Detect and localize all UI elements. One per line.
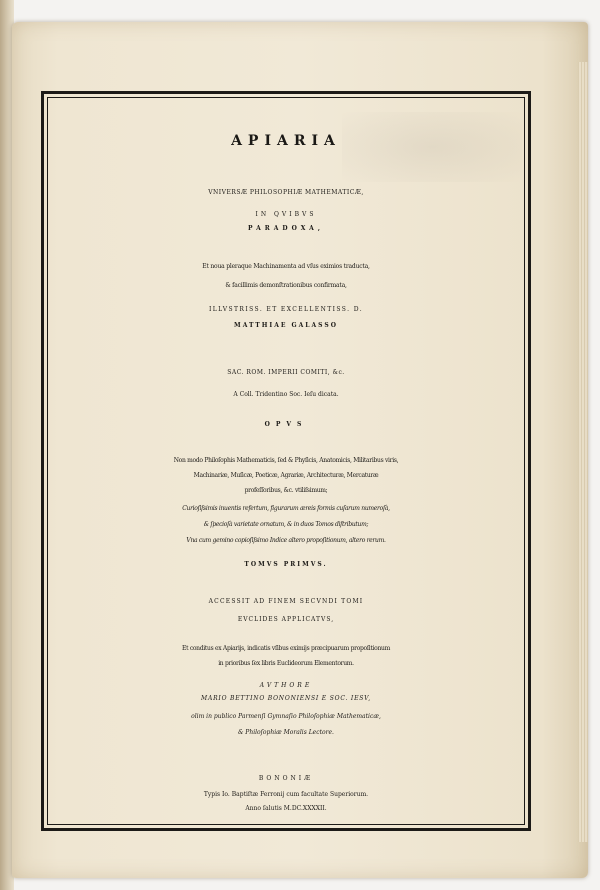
printed-border-frame xyxy=(41,91,531,831)
italic-line-3: Vna cum gemino copioſiſsimo Indice altero propoſitionum, altero rerum. xyxy=(186,537,386,544)
author-name: MARIO BETTINO BONONIENSI E SOC. IESV, xyxy=(201,695,371,702)
opus-line-1: Non modo Philoſophis Mathematicis, ſed & Phyſicis, Anatomicis, Militaribus viris, xyxy=(173,457,399,464)
title-page xyxy=(12,22,588,878)
opus-line-2: Machinariæ, Muſicæ, Poeticæ, Agrariæ, Architecturæ, Mercaturæ xyxy=(193,472,379,479)
description-line-1: Et noua pleraque Machinamenta ad vſus eximios traducta, xyxy=(202,263,370,270)
book-title: APIARIA xyxy=(231,133,341,149)
imprint-year: Anno ſalutis M.DC.XXXXII. xyxy=(245,805,327,812)
opus-line-3: profeſſoribus, &c. vtiliſsimum; xyxy=(244,487,328,494)
italic-line-1: Curioſiſsimis inuentis refertum, figurarum æreis formis cuſarum numeroſà, xyxy=(182,505,390,512)
description-line-2: & facillimis demonſtrationibus confirmata, xyxy=(225,282,347,289)
dedicatee-title: SAC. ROM. IMPERII COMITI, &c. xyxy=(227,369,345,376)
author-line-2: & Philoſophiæ Moralis Lectore. xyxy=(238,729,334,736)
author-label: AVTHORE xyxy=(259,682,313,689)
italic-line-2: & ſpecioſà varietate ornatum, & in duos Tomos diſtributum; xyxy=(203,521,369,528)
collegio-line: A Coll. Tridentino Soc. Ieſu dicata. xyxy=(233,391,339,398)
conditus-line-1: Et conditus ex Apiarijs, indicatis vſibus eximijs præcipuarum propoſitionum xyxy=(182,645,390,652)
author-line-1: olim in publico Parmenſi Gymnaſio Philoſophiæ Mathematicæ, xyxy=(191,713,381,720)
conditus-line-2: in prioribus ſex libris Euclideorum Elementorum. xyxy=(218,660,354,667)
page-edges xyxy=(578,62,588,842)
book-subtitle: VNIVERSÆ PHILOSOPHIÆ MATHEMATICÆ, xyxy=(208,189,364,196)
imprint-printer: Typis Io. Baptiſtæ Ferronij cum facultate Superiorum. xyxy=(203,791,369,798)
euclides-line: EVCLIDES APPLICATVS, xyxy=(237,616,335,623)
accessit-line: ACCESSIT AD FINEM SECVNDI TOMI xyxy=(208,598,364,605)
in-quibus-line: IN QVIBVS xyxy=(255,211,317,218)
imprint-city: BONONIÆ xyxy=(258,775,314,782)
dedicatee-name: MATTHIAE GALASSO xyxy=(234,322,338,329)
dedication-line: ILLVSTRISS. ET EXCELLENTISS. D. xyxy=(208,306,364,313)
opus-heading: OPVS xyxy=(264,421,308,428)
tomus-heading: TOMVS PRIMVS. xyxy=(244,561,328,568)
title-text-block xyxy=(50,94,522,828)
paradoxa-heading: PARADOXA, xyxy=(248,225,324,232)
